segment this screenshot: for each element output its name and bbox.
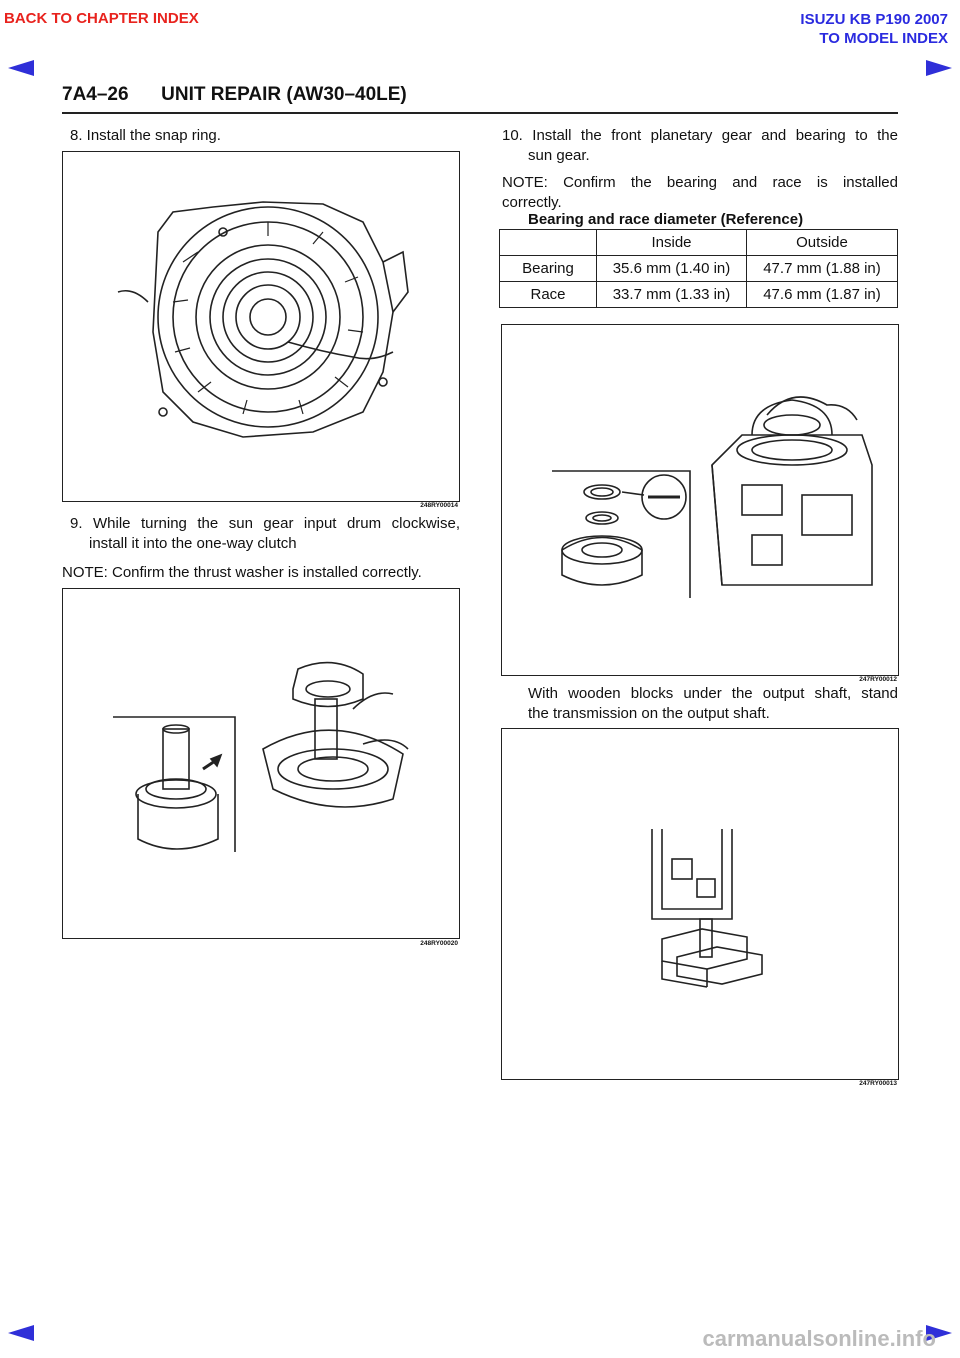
step-10-line-2: sun gear. — [528, 147, 590, 164]
footer-watermark: carmanualsonline.info — [702, 1326, 936, 1351]
table-header-row — [500, 230, 898, 256]
table-header-cell: Outside — [747, 230, 898, 256]
step-9-line-2: install it into the one-way clutch — [89, 535, 297, 552]
model-title: ISUZU KB P190 2007 — [800, 11, 948, 28]
page-title: UNIT REPAIR (AW30–40LE) — [161, 84, 407, 105]
table-cell: Race — [500, 282, 597, 308]
step-9-text — [70, 514, 460, 554]
stand-line-1: With wooden blocks under the output shaft, stand — [528, 685, 898, 702]
stand-line-2: the transmission on the output shaft. — [528, 705, 770, 722]
prev-page-bottom-arrow-icon[interactable] — [8, 1325, 34, 1341]
figure-id-248RY00014: 248RY00014 — [420, 502, 458, 509]
figure-id-247RY00012: 247RY00012 — [859, 676, 897, 683]
figure-sun-gear-input-drum — [62, 588, 460, 939]
page-header — [62, 84, 407, 106]
wooden-blocks-illustration — [502, 729, 898, 1079]
note-bearing-line-2: correctly. — [502, 194, 562, 211]
next-page-arrow-icon[interactable] — [926, 60, 952, 76]
planetary-gear-illustration — [502, 325, 898, 675]
figure-wooden-blocks — [501, 728, 899, 1080]
note-bearing-line-1: NOTE: Confirm the bearing and race is installed — [502, 174, 898, 191]
stand-transmission-text — [528, 684, 898, 724]
table-header-cell: Inside — [597, 230, 747, 256]
step-10-text — [502, 126, 898, 166]
to-model-index-link[interactable]: TO MODEL INDEX — [819, 30, 948, 47]
figure-front-planetary-gear — [501, 324, 899, 676]
prev-page-arrow-icon[interactable] — [8, 60, 34, 76]
table-cell: 47.6 mm (1.87 in) — [747, 282, 898, 308]
back-to-chapter-index-link[interactable]: BACK TO CHAPTER INDEX — [4, 10, 199, 27]
figure-id-248RY00020: 248RY00020 — [420, 940, 458, 947]
header-rule — [62, 112, 898, 114]
figure-snap-ring — [62, 151, 460, 502]
step-8-text: 8. Install the snap ring. — [70, 127, 221, 144]
bearing-race-table — [499, 229, 898, 308]
figure-id-247RY00013: 247RY00013 — [859, 1080, 897, 1087]
table-cell: 35.6 mm (1.40 in) — [597, 256, 747, 282]
table-cell: 47.7 mm (1.88 in) — [747, 256, 898, 282]
table-cell: Bearing — [500, 256, 597, 282]
note-bearing-race — [502, 173, 898, 213]
step-10-line-1: 10. Install the front planetary gear and bearing to the — [502, 127, 898, 144]
sun-gear-drum-illustration — [63, 589, 459, 938]
table-cell: 33.7 mm (1.33 in) — [597, 282, 747, 308]
note-thrust-washer: NOTE: Confirm the thrust washer is installed correctly. — [62, 564, 422, 581]
model-index-block[interactable] — [800, 10, 948, 48]
table-row — [500, 256, 898, 282]
table-row — [500, 282, 898, 308]
table-header-cell — [500, 230, 597, 256]
page-number: 7A4–26 — [62, 84, 129, 105]
table-title: Bearing and race diameter (Reference) — [528, 211, 804, 228]
step-9-line-1: 9. While turning the sun gear input drum clockwise, — [70, 515, 460, 532]
snap-ring-illustration — [63, 152, 459, 501]
